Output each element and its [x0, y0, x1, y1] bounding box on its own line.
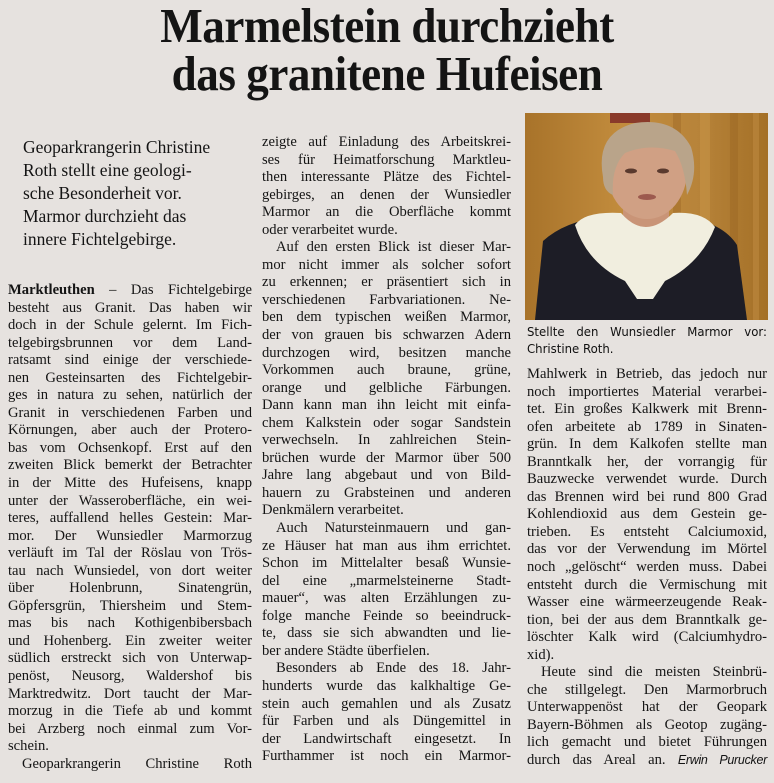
- text-line: Furthammer ist noch ein Marmor-: [262, 748, 511, 765]
- text-line: noch „gelöscht“ werden muss. Dabei: [527, 559, 767, 576]
- text-line: nen Gesteinsarten des Fichtelgebir-: [8, 369, 252, 386]
- author-byline: Erwin Purucker: [677, 753, 767, 768]
- text-line: Marktredwitz. Dort taucht der Mar-: [8, 685, 252, 702]
- text-line: Denkmälern verarbeitet.: [262, 502, 404, 519]
- caption-line: Christine Roth.: [527, 341, 614, 356]
- text-line: der Landwirtschaft eingesetzt. In: [262, 730, 511, 747]
- text-line: ratsamt sind einige der verschiede-: [8, 352, 252, 369]
- teaser-line: sche Besonderheit vor.: [23, 183, 182, 203]
- text-line: chem Kalkstein oder sogar Sandstein: [262, 414, 511, 431]
- text-line: mas bis nach Kothigenbibersbach: [8, 615, 252, 632]
- text-line: für Farben und als Düngemittel in: [262, 713, 511, 730]
- text-line: entsteht durch die Vermischung mit: [527, 576, 767, 593]
- text-line: che stillgelegt. Den Marmorbruch: [527, 681, 767, 698]
- text-line: verschiedenen Farbvariationen. Ne-: [262, 291, 511, 308]
- text-line: besteht aus Granit. Das haben wir: [8, 299, 252, 316]
- text-line: verwechseln. In zahlreichen Stein-: [262, 432, 511, 449]
- text-line: Besonders ab Ende des 18. Jahr-: [276, 660, 511, 677]
- text-line: telgebirgsbrunnen vor dem Land-: [8, 334, 252, 351]
- text-line: bas vom Ochsenkopf. Erst auf den: [8, 439, 252, 456]
- text-line: durchzogen wird, besitzen manche: [262, 344, 511, 361]
- article-column-1: [8, 282, 252, 773]
- text-line: Vorkommen auch braune, grüne,: [262, 362, 511, 379]
- dateline: Marktleuthen: [8, 282, 95, 298]
- caption-line: Stellte den Wunsiedler Marmor vor:: [527, 324, 767, 339]
- text-line: Marmor an die Oberfläche kommt: [262, 204, 511, 221]
- text-line: bei Arzberg noch einmal zum Vor-: [8, 720, 252, 737]
- teaser-line: innere Fichtelgebirge.: [23, 229, 177, 249]
- headline: [31, 0, 743, 101]
- text-line: in der Mitte des Hufeisens, knapp: [8, 475, 252, 492]
- text-line: löschter Kalk wird (Calciumhydro-: [527, 629, 767, 646]
- text-line: folge manche Feinde so beeindruck-: [262, 607, 511, 624]
- teaser: [23, 136, 263, 251]
- teaser-line: Marmor durchzieht das: [23, 206, 187, 226]
- text-line: verläuft im Tal der Röslau von Trös-: [8, 545, 252, 562]
- teaser-line: Geoparkrangerin Christine: [23, 137, 211, 157]
- text-line: mor. Der Wunsiedler Marmorzug: [8, 527, 252, 544]
- text-line: durch das Areal an. Erwin Purucker: [527, 752, 767, 769]
- text-line: und Hohenberg. Ein zweiter weiter: [8, 632, 252, 649]
- text-line: Dann kann man ihn leicht mit einfa-: [262, 397, 511, 414]
- text-line: Wasser eine wärmeerzeugende Reak-: [527, 594, 767, 611]
- text-line: Jahre lang abgebaut und von Bild-: [262, 467, 511, 484]
- text-line: teres, auffallend helles Gestein: Mar-: [8, 510, 252, 527]
- text-line: Körnungen, aber auch der Protero-: [8, 422, 252, 439]
- headline-line-2: das granitene Hufeisen: [171, 46, 603, 101]
- text-line: zu erkennen; er präsentiert sich in: [262, 274, 511, 291]
- text-line: unter der Wasseroberfläche, ein wei-: [8, 492, 252, 509]
- text-line: schein.: [8, 738, 49, 755]
- text-line: gebirges, an denen der Wunsiedler: [262, 186, 511, 203]
- text-line: del eine „marmelsteinerne Stadt-: [262, 572, 511, 589]
- text-line: Geoparkrangerin Christine Roth: [22, 755, 252, 772]
- text-line: das Brennen wird bei rund 800 Grad: [527, 488, 767, 505]
- text-line: penöst, Neusorg, Waldershof bis: [8, 668, 252, 685]
- article-column-3: [527, 366, 767, 770]
- text-line: ofen arbeitete ab 1789 in Sinaten-: [527, 418, 767, 435]
- text-line: te, dass sie sich abwandten und lie-: [262, 625, 511, 642]
- text-line: Granit in verschiedenen Farben und: [8, 404, 252, 421]
- text-line: hunderts wurde das kalkhaltige Ge-: [262, 677, 511, 694]
- text-line: tau nach Wunsiedel, von dort weiter: [8, 562, 252, 579]
- text-line: Auch Natursteinmauern und gan-: [276, 520, 511, 537]
- text-line: Mahlwerk in Betrieb, das jedoch nur: [527, 366, 767, 382]
- text-line: stein auch gemahlen und als Zusatz: [262, 695, 511, 712]
- text-line: grün. In dem Kalkofen stellte man: [527, 436, 767, 453]
- teaser-line: Roth stellt eine geologi-: [23, 160, 192, 180]
- text-line: ze Häuser hat man aus ihm errichtet.: [262, 537, 511, 554]
- text-line: Auf den ersten Blick ist dieser Mar-: [276, 239, 511, 256]
- text-line: tet. Ein großes Kalkwerk mit Brenn-: [527, 401, 767, 418]
- photo-caption: [527, 323, 767, 357]
- text-line: zweiten Blick bemerkt der Betrachter: [8, 457, 252, 474]
- text-line: ber andere Städte überfielen.: [262, 642, 430, 659]
- text-line: mauer“, was alten Erzählungen zu-: [262, 590, 511, 607]
- text-line: Kohlendioxid aus dem Gestein ge-: [527, 506, 767, 523]
- text-line: hauern zu Grabsteinen und anderen: [262, 484, 511, 501]
- text-line: lich gemacht und bietet Führungen: [527, 734, 767, 751]
- text-line: Bauzwecke verwendet wurde. Durch: [527, 471, 767, 488]
- text-line: ses für Heimatforschung Marktleu-: [262, 151, 511, 168]
- text-line: Branntkalk her, der vorrangig für: [527, 453, 767, 470]
- text-line: brüchen wurde der Marmor über 500: [262, 449, 511, 466]
- text-line: ben dem typischen weißen Marmor,: [262, 309, 511, 326]
- text-line: xid).: [527, 646, 555, 663]
- text-line: der von grauen bis schwarzen Adern: [262, 327, 511, 344]
- text-line: doch in der Schule gelernt. Im Fich-: [8, 317, 252, 334]
- text-line: das vor der Verwendung im Mörtel: [527, 541, 767, 558]
- text-line: orange und gelbliche Färbungen.: [262, 379, 511, 396]
- text-line: trieben. Es entsteht Calciumoxid,: [527, 523, 767, 540]
- text-line: über Holenbrunn, Sinatengrün,: [8, 580, 252, 597]
- text-line: Bayern-Böhmen als Geotop zugäng-: [527, 716, 767, 733]
- text-line: mor nicht immer als solcher sofort: [262, 256, 511, 273]
- text-line: oder verarbeitet wurde.: [262, 221, 398, 238]
- text-line: Unterwappenöst hat der Geopark: [527, 699, 767, 716]
- portrait-photo: [525, 113, 768, 320]
- text-line: noch importiertes Material verarbei-: [527, 383, 767, 400]
- text-line: then interessante Plätze des Fichtel-: [262, 169, 511, 186]
- text-line: tion, bei der aus dem Branntkalk ge-: [527, 611, 767, 628]
- text-line: Schon im Mittelalter besaß Wunsie-: [262, 555, 511, 572]
- text-line: Heute sind die meisten Steinbrü-: [541, 664, 767, 681]
- text-line: Göpfersgrün, Thiersheim und Stem-: [8, 597, 252, 614]
- headline-line-1: Marmelstein durchzieht: [160, 0, 614, 53]
- text-line: ges in natura zu sehen, natürlich der: [8, 387, 252, 404]
- text-line: Marktleuthen – Das Fichtelgebirge: [8, 282, 252, 298]
- text-line: südlich erstreckt sich von Unterwap-: [8, 650, 252, 667]
- portrait-image: [525, 113, 768, 320]
- text-line: zeigte auf Einladung des Arbeitskrei-: [262, 134, 511, 150]
- article-column-2: [262, 134, 511, 766]
- text-line: morzug in die Tiefe ab und kommt: [8, 703, 252, 720]
